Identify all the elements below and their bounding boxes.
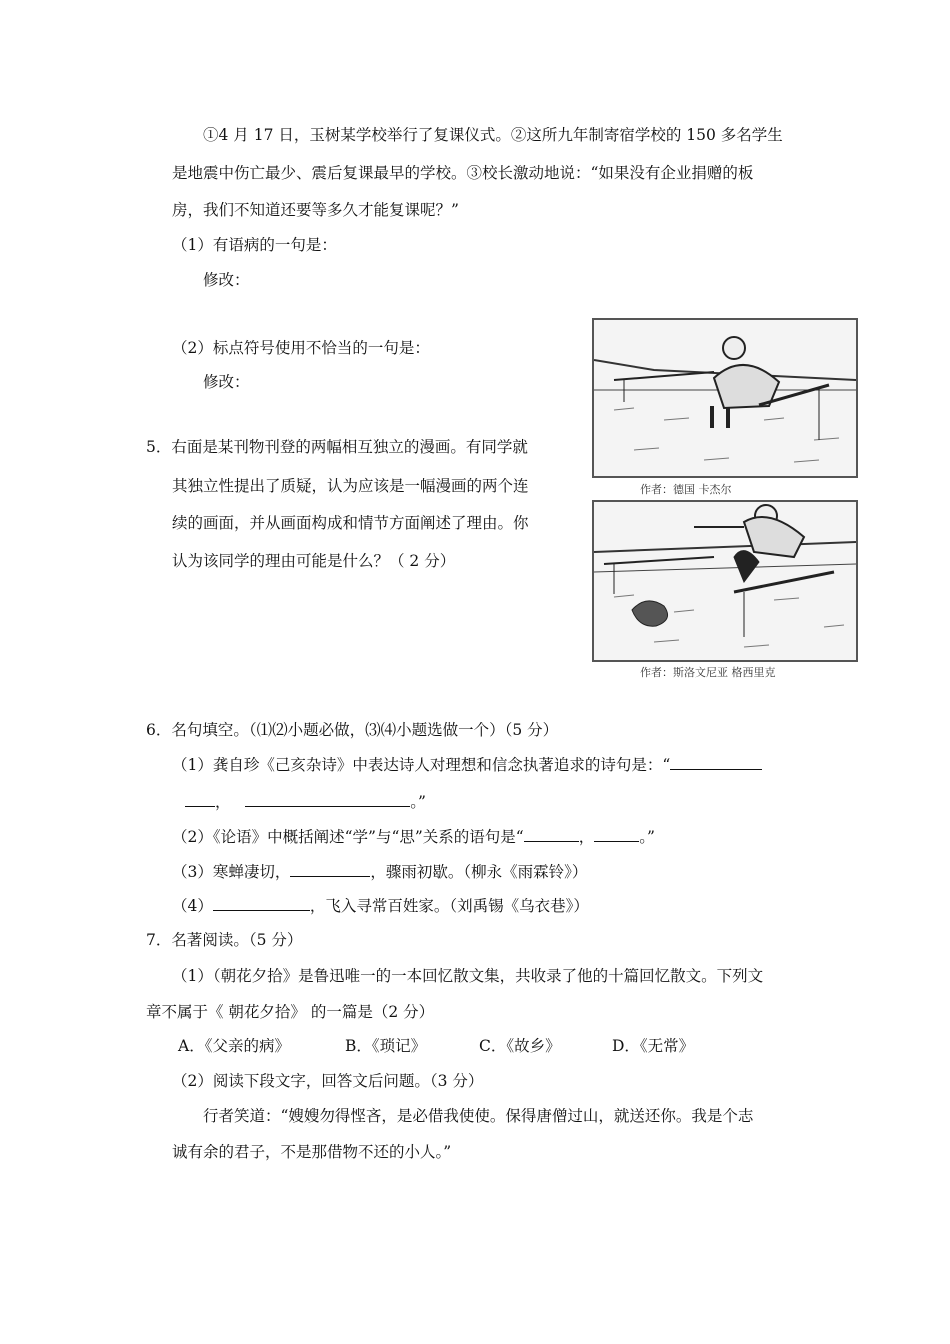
q6-sub1-line2 (185, 792, 426, 812)
q6-sub3-text-b: ，骤雨初歇。（柳永《雨霖铃》） (370, 863, 588, 881)
q6-sub3-text-a: （3）寒蝉凄切， (172, 863, 291, 881)
q7-option-c: C．《故乡》 (479, 1037, 561, 1055)
q7-sub2: （2）阅读下段文字，回答文后问题。（3 分） (172, 1072, 484, 1090)
q7-sub1-line2: 章不属于《 朝花夕拾》 的一篇是（2 分） (146, 1003, 435, 1021)
q4-sub2: （2）标点符号使用不恰当的一句是： (172, 339, 430, 357)
passage-line-1: ①4 月 17 日，玉树某学校举行了复课仪式。②这所九年制寄宿学校的 150 多名学生 (203, 126, 783, 144)
q6-sub2-end: 。” (639, 828, 655, 846)
answer-blank[interactable] (524, 827, 579, 842)
q4-sub1-fix: 修改： (203, 271, 250, 289)
q6-sub4 (172, 896, 589, 916)
cartoon-drawing-1 (594, 320, 856, 476)
answer-blank[interactable] (290, 862, 370, 877)
answer-blank[interactable] (670, 755, 762, 770)
cartoon-panel-1 (592, 318, 858, 478)
q4-sub2-fix: 修改： (203, 373, 250, 391)
q7-sub1-line1: （1）（朝花夕拾》是鲁迅唯一的一本回忆散文集，共收录了他的十篇回忆散文。下列文 (172, 967, 764, 985)
q6-sub4-text-b: ，飞入寻常百姓家。（刘禹锡《乌衣巷》） (309, 897, 589, 915)
answer-blank[interactable] (594, 827, 639, 842)
q7-quote-line-1: 行者笑道：“嫂嫂勿得悭吝，是必借我使使。保得唐僧过山，就送还你。我是个志 (203, 1107, 754, 1125)
q5-line-4: 认为该同学的理由可能是什么？（ 2 分） (172, 552, 456, 570)
q5-line-2: 其独立性提出了质疑，认为应该是一幅漫画的两个连 (172, 477, 529, 495)
q6-sub1-line1 (172, 755, 762, 775)
q6-sub2-comma: ， (578, 828, 595, 846)
q4-sub1: （1）有语病的一句是： (172, 236, 337, 254)
q7-option-b: B．《琐记》 (345, 1037, 427, 1055)
cartoon-caption-2: 作者：斯洛文尼亚 格西里克 (640, 666, 776, 679)
q6-sub2 (172, 827, 655, 847)
q5-line-1: 5．右面是某刊物刊登的两幅相互独立的漫画。有同学就 (146, 438, 528, 456)
q6-sub1-text: （1）龚自珍《己亥杂诗》中表达诗人对理想和信念执著追求的诗句是：“ (172, 756, 671, 774)
answer-blank[interactable] (213, 896, 310, 911)
q7-quote-line-2: 诚有余的君子，不是那借物不还的小人。” (172, 1143, 452, 1161)
cartoon-drawing-2 (594, 502, 856, 660)
q6-sub4-text-a: （4） (172, 897, 213, 915)
q7-title: 7．名著阅读。（5 分） (146, 931, 303, 949)
cartoon-caption-1: 作者：德国 卡杰尔 (640, 483, 732, 496)
q7-option-a: A．《父亲的病》 (178, 1037, 290, 1055)
q6-sub2-text: （2）《论语》中概括阐述“学”与“思”关系的语句是“ (172, 828, 524, 846)
q5-line-3: 续的画面，并从画面构成和情节方面阐述了理由。你 (172, 514, 529, 532)
q6-sub1-comma: ， (215, 793, 231, 811)
q6-title: 6．名句填空。（⑴⑵小题必做，⑶⑷小题选做一个）（5 分） (146, 721, 559, 739)
q6-sub3 (172, 862, 587, 882)
passage-line-3: 房，我们不知道还要等多久才能复课呢？” (172, 201, 459, 219)
cartoon-panel-2 (592, 500, 858, 662)
answer-blank[interactable] (185, 792, 215, 807)
q7-option-d: D．《无常》 (612, 1037, 695, 1055)
passage-line-2: 是地震中伤亡最少、震后复课最早的学校。③校长激动地说：“如果没有企业捐赠的板 (172, 164, 754, 182)
answer-blank[interactable] (245, 792, 410, 807)
q6-sub1-end: 。” (410, 793, 426, 811)
